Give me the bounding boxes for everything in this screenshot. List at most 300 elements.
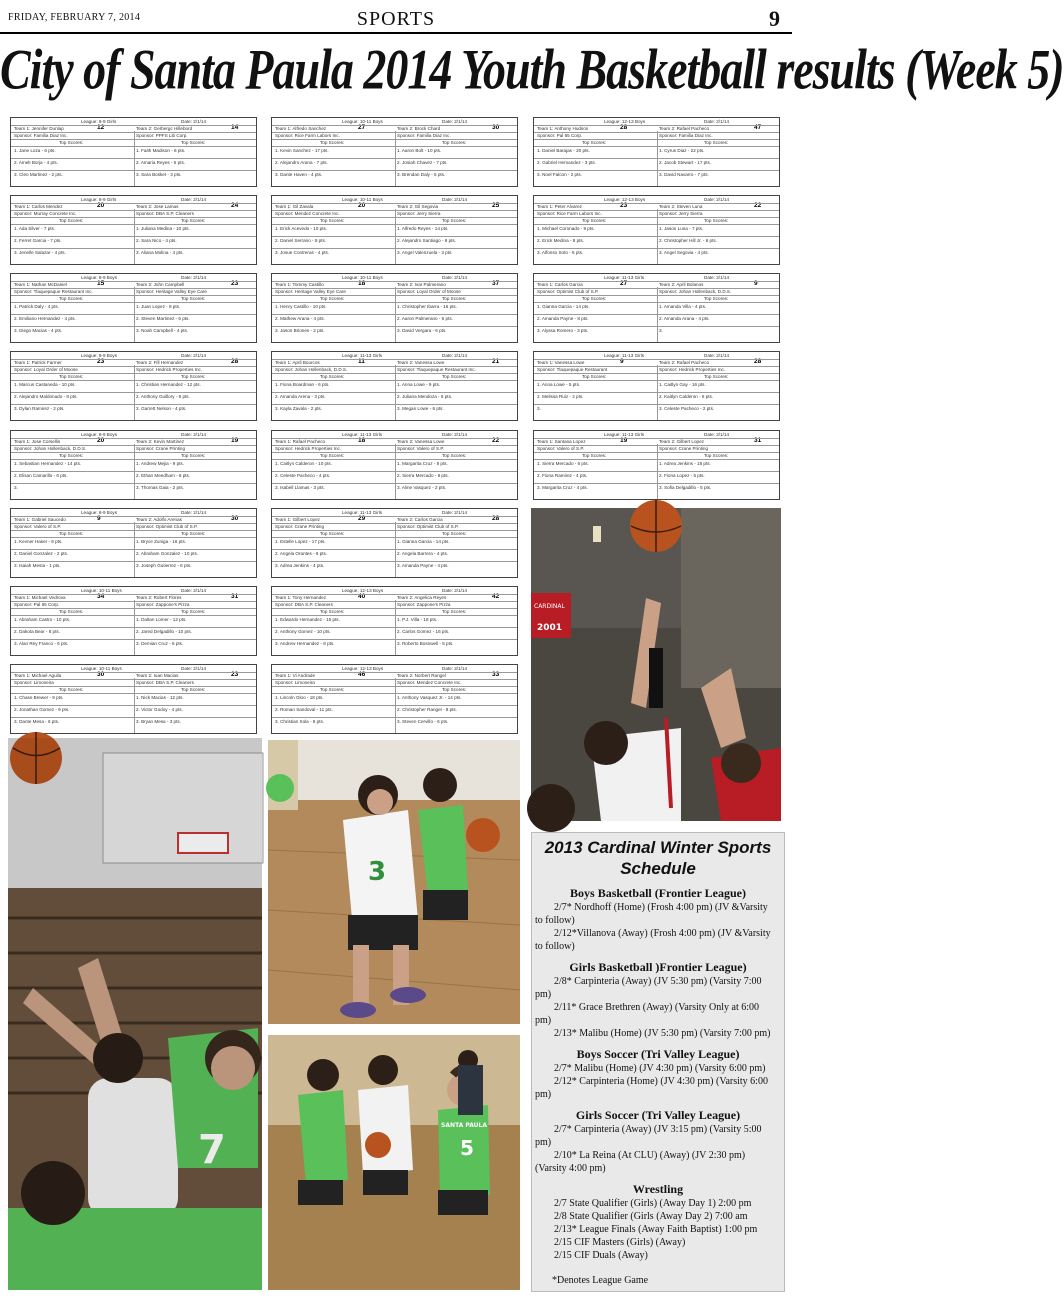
team-1-sponsor: Sponsor: Tlaquepaque Restaurant: [537, 367, 608, 372]
top-scorer: 3. Joseph Gutierrez - 6 pts.: [136, 563, 192, 568]
box-divider: [395, 600, 396, 655]
top-scorer: 2. Emiliano Hernandez - 4 pts.: [14, 316, 76, 321]
top-scorer: 2. Ethan Meedham - 8 pts.: [136, 473, 191, 478]
top-scorer: 1. Anna Lowe - 5 pts.: [537, 382, 581, 387]
team-1-score: 30: [97, 671, 105, 678]
top-scorer: 2. Amelt Borja - 4 pts.: [14, 160, 58, 165]
team-1-score: 29: [358, 515, 366, 522]
top-scores-label: Top Scores:: [181, 531, 206, 536]
top-scorer: 3.: [14, 485, 18, 490]
team-1-name: Team 1: Carlos Mendez: [14, 204, 63, 209]
team-1-score: 15: [97, 280, 105, 287]
game-result-box: [10, 664, 257, 734]
top-scorer: 3. Sara Bosket - 3 pts.: [136, 172, 182, 177]
team-2-sponsor: Sponsor: Jerry Sierra: [659, 211, 703, 216]
team-1-sponsor: Sponsor: Pal 65 Corp.: [14, 602, 60, 607]
box-rule: [272, 516, 517, 517]
top-scorer: 1. Cyrus Diaz - 22 pts.: [659, 148, 705, 153]
team-1-score: 28: [620, 124, 628, 131]
team-2-name: Team 2: Fill Hernandez: [136, 360, 184, 365]
photo-girls-shot: [531, 508, 781, 821]
top-scorer: 3. Thomas Gaia - 2 pts.: [136, 485, 184, 490]
league-label: League: 8-9 Boys: [81, 510, 118, 515]
game-date: Date: 2/1/14: [181, 119, 207, 124]
top-scores-label: Top Scores:: [320, 453, 345, 458]
game-result-box: [10, 586, 257, 656]
schedule-line: 2/7 State Qualifier (Girls) (Away Day 1) 2:00 pm: [554, 1198, 752, 1209]
photo-girls-dribble: [268, 740, 520, 1024]
top-scorer: 3. Noel Falcon - 2 pts.: [537, 172, 582, 177]
team-2-score: 28: [231, 358, 239, 365]
team-1-sponsor: Sponsor: Hedrick Properties Inc.: [275, 446, 342, 451]
league-label: League: 11-13 Girls: [604, 432, 645, 437]
top-scores-label: Top Scores:: [181, 140, 206, 145]
team-2-name: Team 2: Carlos Garcia: [397, 517, 443, 522]
schedule-line: 2/13* League Finals (Away Faith Baptist) 1:00 pm: [554, 1224, 758, 1235]
top-scores-label: Top Scores:: [442, 140, 467, 145]
top-scorer: 1. Gianna Garcia - 14 pts.: [537, 304, 590, 309]
game-result-box: [10, 273, 257, 343]
box-rule: [11, 281, 256, 282]
game-result-box: [271, 351, 518, 421]
game-result-box: [533, 351, 780, 421]
team-1-name: Team 1: Santana Lopez: [537, 439, 586, 444]
game-date: Date: 2/1/14: [442, 432, 468, 437]
top-scorer: 1. Juliana Medina - 10 pts.: [136, 226, 190, 231]
top-scorer: 3. Roberto Bosnwell - 5 pts.: [397, 641, 454, 646]
top-scorer: 2. Fiona Ramirez - 4 pts.: [537, 473, 588, 478]
game-result-box: [533, 273, 780, 343]
box-divider: [134, 209, 135, 264]
game-date: Date: 2/1/14: [704, 353, 730, 358]
top-scorer: 2. Daniel Serrano - 8 pts.: [275, 238, 327, 243]
top-scorer: 1. Bryce Zuniga - 16 pts.: [136, 539, 187, 544]
box-rule: [11, 359, 256, 360]
top-scorer: 3. Kayla Zavala - 2 pts.: [275, 406, 322, 411]
top-scorer: 2. Christopher Hill Jr. - 6 pts.: [659, 238, 717, 243]
top-scorer: 3. Aliana Molina - 4 pts.: [136, 250, 184, 255]
team-1-name: Team 1: Gil Zavala: [275, 204, 314, 209]
box-divider: [134, 131, 135, 186]
team-2-sponsor: Sponsor: PPFS Lib Corp.: [136, 133, 188, 138]
game-date: Date: 2/1/14: [704, 275, 730, 280]
box-divider: [657, 209, 658, 264]
team-1-name: Team 1: Vanessa Lowe: [537, 360, 585, 365]
team-2-sponsor: Sponsor: Mendez Concrete Inc.: [397, 680, 462, 685]
schedule-footnote: *Denotes League Game: [552, 1275, 649, 1286]
game-date: Date: 2/1/14: [181, 275, 207, 280]
top-scores-label: Top Scores:: [320, 296, 345, 301]
top-scores-label: Top Scores:: [320, 140, 345, 145]
team-1-name: Team 1: Nathan McDaniel: [14, 282, 67, 287]
top-scores-label: Top Scores:: [181, 374, 206, 379]
top-scorer: 1. Gianna Garcia - 14 pts.: [397, 539, 450, 544]
top-scorer: 2. Dakota Bear - 8 pts.: [14, 629, 60, 634]
team-2-sponsor: Sponsor: Loyal Order of Moose: [397, 289, 461, 294]
box-rule: [11, 438, 256, 439]
schedule-heading: Boys Basketball (Frontier League): [570, 886, 746, 900]
top-scorer: 2. Jonathan Gomez - 9 pts.: [14, 707, 70, 712]
team-1-sponsor: Sponsor: Loyal Order of Moose: [14, 367, 78, 372]
top-scorer: 1. Sierra Mercado - 6 pts.: [537, 461, 589, 466]
top-scorer: 1. Ada Silver - 7 pts.: [14, 226, 56, 231]
top-scorer: 1. Abraham Castro - 10 pts.: [14, 617, 71, 622]
top-scorer: 2. Abraham Gonzalez - 10 pts.: [136, 551, 199, 556]
top-scores-label: Top Scores:: [582, 140, 607, 145]
top-scorer: 1. Estelle Lopez - 17 pts.: [275, 539, 326, 544]
top-scorer: 3. Isaiah Mesta - 1 pts.: [14, 563, 61, 568]
schedule-line: 2/7* Malibu (Home) (JV 4:30 pm) (Varsity 6:00 pm): [554, 1063, 766, 1074]
team-2-sponsor: Sponsor: Heritage Valley Eye Care: [136, 289, 207, 294]
team-2-name: Team 2: Iuan Macias: [136, 673, 179, 678]
team-2-sponsor: Sponsor: Familia Diaz Inc.: [397, 133, 451, 138]
box-rule: [534, 438, 779, 439]
league-label: League: 8-9 Girls: [81, 197, 117, 202]
top-scorer: 3. Adrea Jenkins - 4 pts.: [275, 563, 325, 568]
team-2-score: 21: [492, 358, 500, 365]
top-scorer: 1. Kevin Sanchez - 17 pts.: [275, 148, 329, 153]
team-2-name: Team 2: Steven Luna: [659, 204, 703, 209]
top-scores-label: Top Scores:: [582, 218, 607, 223]
team-2-score: 22: [492, 437, 500, 444]
box-divider: [395, 444, 396, 499]
game-date: Date: 2/1/14: [442, 119, 468, 124]
box-divider: [657, 365, 658, 420]
team-2-score: 47: [754, 124, 762, 131]
box-rule: [272, 281, 517, 282]
top-scorer: 1. Caitlyn Calderon - 10 pts.: [275, 461, 332, 466]
top-scores-label: Top Scores:: [320, 374, 345, 379]
top-scores-label: Top Scores:: [704, 296, 729, 301]
top-scorer: 3. Garrett Nelson - 4 pts.: [136, 406, 187, 411]
team-1-score: 20: [97, 437, 105, 444]
top-scorer: 2. Jared Delgadillo - 10 pts.: [136, 629, 192, 634]
top-scorer: 2. Erick Medina - 8 pts.: [537, 238, 584, 243]
top-scorer: 1. Daniel Barajas - 20 pts.: [537, 148, 590, 153]
team-1-score: 18: [358, 280, 366, 287]
top-scorer: 3. Megan Lowe - 6 pts.: [397, 406, 444, 411]
team-1-sponsor: Sponsor: Johan Hollenback, D.D.S.: [14, 446, 87, 451]
top-scorer: 3. Alyssa Romero - 3 pts.: [537, 328, 589, 333]
team-2-score: 23: [231, 671, 239, 678]
top-scorer: 3. Bryan Mesa - 3 pts.: [136, 719, 181, 724]
issue-date: FRIDAY, FEBRUARY 7, 2014: [8, 12, 141, 23]
jersey-number-3: 3: [368, 857, 387, 887]
team-2-sponsor: Sponsor: Valero of S.P.: [397, 446, 445, 451]
top-scorer: 3.: [659, 328, 663, 333]
game-result-box: [10, 195, 257, 265]
top-scorer: 1. Lincoln Gloo - 18 pts.: [275, 695, 324, 700]
team-1-sponsor: Sponsor: Tlaquepaque Restaurant Inc.: [14, 289, 93, 294]
box-rule: [272, 203, 517, 204]
top-scorer: 3. Dante Haven - 4 pts.: [275, 172, 323, 177]
top-scorer: 3. Christian Sola - 9 pts.: [275, 719, 325, 724]
top-scorer: 3. David Navarro - 7 pts.: [659, 172, 709, 177]
top-scores-label: Top Scores:: [442, 296, 467, 301]
top-scorer: 2. Fiona Lopez - 5 pts.: [659, 473, 705, 478]
top-scores-label: Top Scores:: [181, 453, 206, 458]
team-1-sponsor: Sponsor: Crane Printing: [275, 524, 325, 529]
top-scorer: 2. Amanda Arana - 4 pts.: [659, 316, 710, 321]
team-2-score: 33: [492, 671, 500, 678]
top-scorer: 3.: [537, 406, 541, 411]
game-date: Date: 2/1/14: [442, 197, 468, 202]
box-rule: [534, 359, 779, 360]
game-result-box: [10, 430, 257, 500]
schedule-line: 2/8 State Qualifier (Girls (Away Day 2) 7:00 am: [554, 1211, 748, 1222]
team-1-name: Team 1: Jennifer Dunlap: [14, 126, 64, 131]
team-2-score: 42: [492, 593, 500, 600]
top-scorer: 3. Dante Mesa - 6 pts.: [14, 719, 60, 724]
schedule-line: 2/7* Nordhoff (Home) (Frosh 4:00 pm) (JV &Varsity to follow): [535, 902, 768, 926]
top-scorer: 1. Marcus Castaneda - 10 pts.: [14, 382, 76, 387]
top-scorer: 3. Noah Campbell - 4 pts.: [136, 328, 189, 333]
top-scores-label: Top Scores:: [442, 453, 467, 458]
team-1-score: 11: [358, 358, 365, 365]
game-result-box: [271, 430, 518, 500]
top-scores-label: Top Scores:: [442, 218, 467, 223]
team-2-name: Team 2: April Bolanos: [659, 282, 704, 287]
box-divider: [134, 444, 135, 499]
league-label: League: 11-13 Girls: [604, 275, 645, 280]
schedule-body: [532, 886, 784, 1262]
top-scorer: 1. Patrick Daly - 4 pts.: [14, 304, 59, 309]
league-label: League: 12-13 Boys: [342, 666, 384, 671]
top-scorer: 1. Daltan Lomer - 12 pts.: [136, 617, 187, 622]
team-1-sponsor: Sponsor: Valero of S.P.: [537, 446, 585, 451]
game-date: Date: 2/1/14: [704, 432, 730, 437]
top-scorer: 2. Elisan Camarillo - 6 pts.: [14, 473, 68, 478]
jersey-text: SANTA PAULA: [441, 1122, 487, 1129]
team-1-score: 19: [620, 437, 628, 444]
team-2-sponsor: Sponsor: Johan Hollenback, D.D.S.: [659, 289, 732, 294]
schedule-line: 2/12*Villanova (Away) (Frosh 4:00 pm) (JV &Varsity to follow): [535, 928, 771, 952]
box-divider: [134, 365, 135, 420]
league-label: League: 8-9 Boys: [81, 275, 118, 280]
top-scorer: 1. Anthony Vasquez Jr. - 14 pts.: [397, 695, 462, 700]
top-scorer: 2. Angela Orantes - 6 pts.: [275, 551, 328, 556]
photo-girls-dribble-art: [268, 740, 520, 1024]
team-2-score: 28: [492, 515, 500, 522]
team-2-sponsor: Sponsor: Crane Printing: [136, 446, 186, 451]
top-scorer: 1. Chase Brewer - 9 pts.: [14, 695, 64, 700]
schedule-line: 2/15 CIF Masters (Girls) (Away): [554, 1237, 686, 1248]
top-scores-label: Top Scores:: [582, 453, 607, 458]
top-scorer: 3. Amanda Payne - 4 pts.: [397, 563, 449, 568]
team-1-name: Team 1: April Bourcos: [275, 360, 320, 365]
top-scorer: 3. Alfonso Soto - 6 pts.: [537, 250, 584, 255]
team-1-name: Team 1: Gabriel Saucedo: [14, 517, 66, 522]
top-scores-label: Top Scores:: [704, 140, 729, 145]
team-2-score: 30: [231, 515, 239, 522]
top-scorer: 1. Adrea Jenkins - 18 pts.: [659, 461, 711, 466]
team-2-sponsor: Sponsor: Optimist Club of S.P.: [136, 524, 198, 529]
team-2-sponsor: Sponsor: Zappone's Pizza: [136, 602, 190, 607]
game-result-box: [271, 508, 518, 578]
team-2-name: Team 2: Rafael Pacheco: [659, 126, 710, 131]
top-scorer: 1. Sebastian Hernandez - 14 pts.: [14, 461, 82, 466]
team-1-score: 23: [620, 202, 628, 209]
team-1-sponsor: Sponsor: Limoneira: [275, 680, 315, 685]
top-scorer: 3. Jason Briones - 2 pts.: [275, 328, 325, 333]
top-scores-label: Top Scores:: [442, 687, 467, 692]
game-result-box: [10, 508, 257, 578]
team-2-name: Team 2: Kevin Martinez: [136, 439, 184, 444]
game-date: Date: 2/1/14: [181, 432, 207, 437]
team-2-sponsor: Sponsor: DBA S.P. Cleaners: [136, 211, 194, 216]
top-scores-label: Top Scores:: [181, 609, 206, 614]
schedule-heading: Girls Basketball )Frontier League): [569, 960, 747, 974]
team-1-name: Team 1: Carlos Garcia: [537, 282, 583, 287]
top-scorer: 2. Christopher Rangel - 8 pts.: [397, 707, 458, 712]
box-divider: [395, 365, 396, 420]
box-rule: [534, 203, 779, 204]
team-2-sponsor: Sponsor: Jerry Sierra: [397, 211, 441, 216]
team-1-score: 20: [97, 202, 105, 209]
top-scorer: 3. Demian Cruz - 6 pts.: [136, 641, 184, 646]
team-1-score: 18: [358, 437, 366, 444]
game-result-box: [10, 351, 257, 421]
top-scorer: 3. Jenelle Salazar - 4 pts.: [14, 250, 66, 255]
box-divider: [395, 287, 396, 342]
top-scorer: 1. Aaron Bolt - 10 pts.: [397, 148, 442, 153]
top-scorer: 1. Faith Madison - 6 pts.: [136, 148, 186, 153]
top-scorer: 2. Amanda Payne - 8 pts.: [537, 316, 589, 321]
box-divider: [395, 678, 396, 733]
team-2-score: 28: [754, 358, 762, 365]
game-result-box: [533, 117, 780, 187]
top-scores-label: Top Scores:: [442, 374, 467, 379]
team-1-sponsor: Sponsor: Optimist Club of S.P.: [537, 289, 599, 294]
league-label: League: 10-11 Boys: [342, 197, 383, 202]
league-label: League: 10-11 Boys: [342, 275, 383, 280]
league-label: League: 11-13 Girls: [342, 432, 383, 437]
top-scorer: 1. Fiona Boardman - 6 pts.: [275, 382, 330, 387]
top-scores-label: Top Scores:: [704, 453, 729, 458]
top-scorer: 1. Caitlyn Gay - 16 pts.: [659, 382, 706, 387]
top-scorer: 2. Juliana Mendoza - 6 pts.: [397, 394, 453, 399]
team-2-sponsor: Sponsor: Hedrick Properties Inc.: [136, 367, 203, 372]
top-scorer: 2. Steven Martinez - 6 pts.: [136, 316, 190, 321]
top-scorer: 3. David Vergara - 6 pts.: [397, 328, 447, 333]
game-result-box: [271, 117, 518, 187]
schedule-line: 2/12* Carpinteria (Home) (JV 4:30 pm) (Varsity 6:00 pm): [535, 1076, 768, 1100]
league-label: League: 11-13 Girls: [342, 353, 383, 358]
top-scorer: 2. Mathew Arana - 4 pts.: [275, 316, 325, 321]
box-rule: [11, 203, 256, 204]
schedule-heading: Girls Soccer (Tri Valley League): [575, 1108, 741, 1122]
team-1-name: Team 1: Vi Andrade: [275, 673, 316, 678]
team-2-sponsor: Sponsor: Hedrick Properties Inc.: [659, 367, 726, 372]
top-scorer: 2. Anthony Guillory - 8 pts.: [136, 394, 190, 399]
team-2-sponsor: Sponsor: Familia Diaz Inc.: [659, 133, 713, 138]
team-1-score: 12: [97, 124, 105, 131]
banner-year: 2001: [537, 623, 563, 633]
top-scorer: 2. Melissa Ruiz - 2 pts.: [537, 394, 584, 399]
top-scores-label: Top Scores:: [704, 218, 729, 223]
league-label: League: 11-13 Girls: [342, 510, 383, 515]
top-scores-label: Top Scores:: [59, 453, 84, 458]
game-date: Date: 2/1/14: [704, 119, 730, 124]
top-scores-label: Top Scores:: [59, 531, 84, 536]
league-label: League: 10-11 Boys: [342, 119, 383, 124]
top-scorer: 3. Angel Valenzuela - 3 pts.: [397, 250, 453, 255]
top-scorer: 2. Angela Barrera - 4 pts.: [397, 551, 449, 556]
team-2-name: Team 2: Angelica Reyes: [397, 595, 447, 600]
box-rule: [272, 359, 517, 360]
team-2-score: 19: [231, 437, 239, 444]
box-rule: [11, 672, 256, 673]
schedule-title: 2013 Cardinal Winter Sports Schedule: [544, 838, 772, 878]
team-1-name: Team 1: Gilbert Lopez: [275, 517, 320, 522]
top-scorer: 1. Margarita Cruz - 8 pts.: [397, 461, 448, 466]
team-2-score: 31: [231, 593, 239, 600]
league-label: League: 12-13 Boys: [604, 197, 646, 202]
top-scorer: 1. Nick Macias - 12 pts.: [136, 695, 184, 700]
game-result-box: [533, 430, 780, 500]
top-scorer: 1. Amanda Villa - 4 pts.: [659, 304, 707, 309]
top-scorer: 3. Alan Rey Franco - 6 pts.: [14, 641, 69, 646]
jersey-number-7: 7: [198, 1127, 226, 1173]
top-scorer: 2. Alejandro Santiago - 8 pts.: [397, 238, 456, 243]
game-date: Date: 2/1/14: [181, 588, 207, 593]
team-1-score: 27: [620, 280, 628, 287]
top-scorer: 2. Carlos Gomez - 16 pts.: [397, 629, 450, 634]
top-scores-label: Top Scores:: [582, 374, 607, 379]
top-scores-label: Top Scores:: [320, 687, 345, 692]
game-date: Date: 2/1/14: [181, 353, 207, 358]
game-result-box: [271, 664, 518, 734]
game-result-box: [10, 117, 257, 187]
top-scorer: 2. Daniel Gonzalez - 2 pts.: [14, 551, 69, 556]
top-scorer: 3. Steven Cervillo - 6 pts.: [397, 719, 449, 724]
top-scorer: 2. Gabriel Hernandez - 3 pts.: [537, 160, 596, 165]
team-1-sponsor: Sponsor: Rice Farm Labors Inc.: [537, 211, 602, 216]
game-result-box: [533, 195, 780, 265]
top-scorer: 2. Alejandro Arana - 7 pts.: [275, 160, 328, 165]
top-scorer: 3. Cleo Martinez - 2 pts.: [14, 172, 63, 177]
team-1-name: Team 1: Patrick Farmer: [14, 360, 62, 365]
team-2-sponsor: Sponsor: Crane Printing: [659, 446, 709, 451]
page-header: [0, 0, 792, 34]
team-1-name: Team 1: Rafael Pacheco: [275, 439, 326, 444]
team-2-name: Team 2: Gil Segovia: [397, 204, 439, 209]
top-scorer: 1. Christian Hernandez - 12 pts.: [136, 382, 201, 387]
top-scorer: 1. Jason Luna - 7 pts.: [659, 226, 704, 231]
team-2-score: 25: [492, 202, 500, 209]
game-date: Date: 2/1/14: [442, 275, 468, 280]
top-scorer: 2. Amanda Arena - 3 pts.: [275, 394, 326, 399]
team-1-sponsor: Sponsor: Familia Diaz Inc.: [14, 133, 68, 138]
top-scores-label: Top Scores:: [320, 531, 345, 536]
section-name: SPORTS: [356, 8, 436, 30]
team-1-score: 9: [97, 515, 101, 522]
team-1-sponsor: Sponsor: Rice Farm Labors Inc.: [275, 133, 340, 138]
schedule-heading: Boys Soccer (Tri Valley League): [576, 1047, 740, 1061]
top-scorer: 2. Ferret Garcia - 7 pts.: [14, 238, 62, 243]
team-2-name: Team 2: Vanessa Lowe: [397, 439, 445, 444]
team-2-name: Team 2: Ivar Palmerano: [397, 282, 446, 287]
team-1-score: 23: [97, 358, 105, 365]
game-date: Date: 2/1/14: [704, 197, 730, 202]
team-2-sponsor: Sponsor: Zappone's Pizza: [397, 602, 451, 607]
schedule-line: 2/13* Malibu (Home) (JV 5:30 pm) (Varsity 7:00 pm): [554, 1028, 771, 1039]
top-scorer: 3. Isabell Llamas - 3 pts.: [275, 485, 325, 490]
box-rule: [272, 125, 517, 126]
banner-text: CARDINAL: [534, 603, 565, 610]
league-label: League: 12-13 Boys: [342, 588, 384, 593]
team-1-name: Team 1: Peter Alvarez: [537, 204, 582, 209]
